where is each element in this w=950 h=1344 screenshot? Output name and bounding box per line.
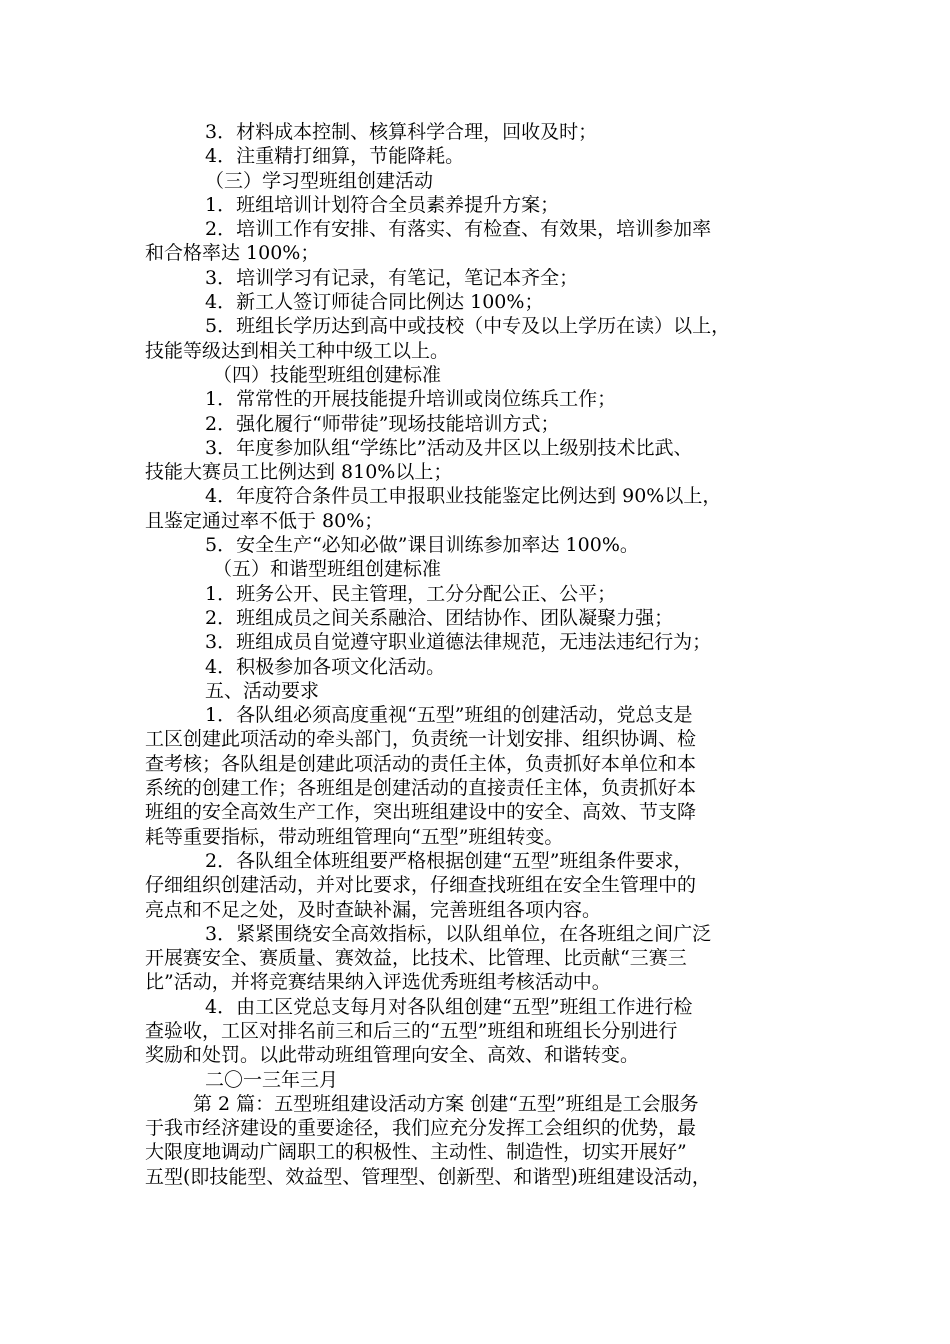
text-line: 4．年度符合条件员工申报职业技能鉴定比例达到 90%以上， xyxy=(205,485,722,508)
text-line: （四）技能型班组创建标准 xyxy=(213,363,442,386)
text-line: 4．新工人签订师徒合同比例达 100%； xyxy=(205,291,544,314)
text-line: 和合格率达 100%； xyxy=(145,242,320,265)
text-line: 开展赛安全、赛质量、赛效益，比技术、比管理、比贡献“三赛三 xyxy=(145,947,687,970)
text-line: 1．班务公开、民主管理，工分分配公正、公平； xyxy=(205,582,617,605)
text-line: 比”活动，并将竞赛结果纳入评选优秀班组考核活动中。 xyxy=(145,971,611,994)
text-line: 4．注重精打细算，节能降耗。 xyxy=(205,145,465,168)
text-line: 五型(即技能型、效益型、管理型、创新型、和谐型)班组建设活动， xyxy=(145,1165,711,1188)
text-line: 4．积极参加各项文化活动。 xyxy=(205,655,446,678)
text-line: 仔细组织创建活动，并对比要求，仔细查找班组在安全生管理中的 xyxy=(145,874,697,897)
text-line: 3．年度参加队组“学练比”活动及井区以上级别技术比武、 xyxy=(205,436,693,459)
text-line: 2．强化履行“师带徒”现场技能培训方式； xyxy=(205,412,560,435)
text-line: 3．培训学习有记录，有笔记，笔记本齐全； xyxy=(205,266,579,289)
text-line: 1．班组培训计划符合全员素养提升方案； xyxy=(205,193,560,216)
text-line: 奖励和处罚。以此带动班组管理向安全、高效、和谐转变。 xyxy=(145,1044,640,1067)
text-line: 3．紧紧围绕安全高效指标，以队组单位，在各班组之间广泛 xyxy=(205,922,712,945)
text-line: 3．班组成员自觉遵守职业道德法律规范，无违法违纪行为； xyxy=(205,631,712,654)
document-body xyxy=(145,120,810,1189)
text-line: 5．安全生产“必知必做”课目训练参加率达 100%。 xyxy=(205,534,639,557)
text-line: 班组的安全高效生产工作，突出班组建设中的安全、高效、节支降 xyxy=(145,801,697,824)
text-line: 2．各队组全体班组要严格根据创建“五型”班组条件要求， xyxy=(205,849,693,872)
text-line: 大限度地调动广阔职工的积极性、主动性、制造性，切实开展好” xyxy=(145,1141,687,1164)
text-line: 工区创建此项活动的牵头部门，负责统一计划安排、组织协调、检 xyxy=(145,728,697,751)
text-line: 2．培训工作有安排、有落实、有检查、有效果，培训参加率 xyxy=(205,218,712,241)
text-line: 第 2 篇：五型班组建设活动方案 创建“五型”班组是工会服务 xyxy=(193,1092,699,1115)
text-line: 且鉴定通过率不低于 80%； xyxy=(145,509,384,532)
text-line: 查验收，工区对排名前三和后三的“五型”班组和班组长分别进行 xyxy=(145,1019,678,1042)
text-line: （三）学习型班组创建活动 xyxy=(205,169,434,192)
text-line: 系统的创建工作；各班组是创建活动的直接责任主体，负责抓好本 xyxy=(145,777,697,800)
text-line: 技能大赛员工比例达到 810%以上； xyxy=(145,461,453,484)
text-line: 3．材料成本控制、核算科学合理，回收及时； xyxy=(205,121,598,143)
text-line: 1．各队组必须高度重视“五型”班组的创建活动，党总支是 xyxy=(205,704,693,727)
text-line: 二〇一三年三月 xyxy=(205,1068,339,1091)
text-line: （五）和谐型班组创建标准 xyxy=(213,558,442,581)
text-line: 技能等级达到相关工种中级工以上。 xyxy=(145,339,450,362)
text-line: 耗等重要指标，带动班组管理向“五型”班组转变。 xyxy=(145,825,564,848)
text-line: 4．由工区党总支每月对各队组创建“五型”班组工作进行检 xyxy=(205,995,693,1018)
text-line: 亮点和不足之处，及时查缺补漏，完善班组各项内容。 xyxy=(145,898,602,921)
text-line: 五、活动要求 xyxy=(205,679,320,702)
text-line: 1．常常性的开展技能提升培训或岗位练兵工作； xyxy=(205,388,617,411)
text-line: 于我市经济建设的重要途径，我们应充分发挥工会组织的优势，最 xyxy=(145,1117,697,1140)
text-line: 2．班组成员之间关系融洽、团结协作、团队凝聚力强； xyxy=(205,606,674,629)
text-line: 查考核；各队组是创建此项活动的责任主体，负责抓好本单位和本 xyxy=(145,752,697,775)
text-line: 5．班组长学历达到高中或技校（中专及以上学历在读）以上， xyxy=(205,315,731,338)
